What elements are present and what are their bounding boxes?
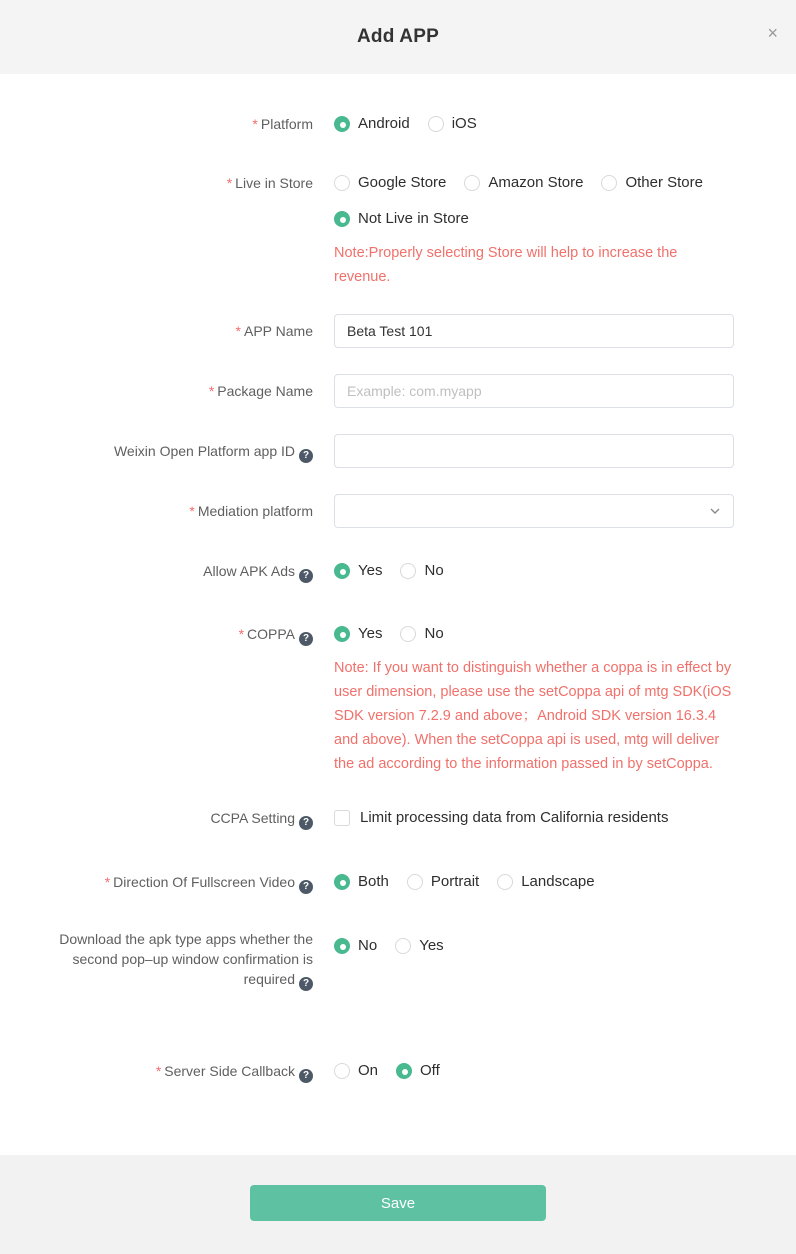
radio-icon	[497, 874, 513, 890]
platform-label	[40, 115, 313, 133]
radio-icon	[334, 938, 350, 954]
radio-icon	[407, 874, 423, 890]
radio-not-live-in-store[interactable]	[334, 210, 469, 228]
help-icon[interactable]: ?	[299, 449, 313, 463]
coppa-row	[40, 625, 734, 776]
radio-label: Other Store	[625, 174, 703, 191]
radio-icon	[395, 938, 411, 954]
radio-label: Yes	[358, 625, 383, 642]
ccpa-setting-row	[40, 809, 734, 831]
radio-apk-confirm-yes[interactable]	[395, 937, 443, 955]
mediation-platform-select[interactable]	[334, 494, 734, 528]
radio-direction-both[interactable]	[334, 873, 389, 891]
radio-amazon-store[interactable]	[464, 174, 583, 192]
live-in-store-label	[40, 174, 313, 192]
radio-icon	[334, 563, 350, 579]
close-icon[interactable]: ×	[767, 23, 778, 43]
required-asterisk: *	[189, 503, 195, 519]
help-icon[interactable]: ?	[299, 816, 313, 830]
platform-row	[40, 115, 734, 133]
radio-google-store[interactable]	[334, 174, 446, 192]
radio-coppa-yes[interactable]	[334, 625, 382, 643]
radio-label: Google Store	[358, 174, 447, 191]
ccpa-setting-label	[40, 809, 313, 830]
required-asterisk: *	[226, 175, 233, 191]
radio-label: Yes	[419, 937, 444, 954]
allow-apk-ads-label	[40, 562, 313, 583]
radio-icon	[400, 626, 416, 642]
allow-apk-ads-row	[40, 562, 734, 583]
required-asterisk: *	[252, 116, 258, 132]
package-name-label-text: Package Name	[217, 383, 313, 399]
radio-label: Not Live in Store	[358, 210, 469, 227]
checkbox-label: Limit processing data from California residents	[360, 809, 669, 826]
radio-icon	[334, 626, 350, 642]
radio-label: No	[358, 937, 378, 954]
radio-icon	[400, 563, 416, 579]
live-in-store-label-text: Live in Store	[235, 175, 313, 191]
chevron-down-icon	[709, 505, 721, 517]
package-name-input[interactable]	[334, 374, 734, 408]
app-name-label-text: APP Name	[244, 323, 313, 339]
save-button[interactable]: Save	[250, 1185, 546, 1221]
allow-apk-ads-label-text: Allow APK Ads	[203, 563, 295, 579]
required-asterisk: *	[155, 1063, 162, 1079]
server-callback-label-text: Server Side Callback	[164, 1063, 295, 1079]
radio-allow-apk-no[interactable]	[400, 562, 443, 580]
fullscreen-direction-label-text: Direction Of Fullscreen Video	[113, 874, 295, 890]
server-callback-label	[40, 1062, 313, 1083]
weixin-app-id-label-text: Weixin Open Platform app ID	[113, 443, 295, 459]
radio-direction-landscape[interactable]	[497, 873, 594, 891]
radio-label: Landscape	[521, 873, 595, 890]
coppa-label	[40, 625, 313, 646]
radio-icon	[428, 116, 444, 132]
radio-label: Amazon Store	[488, 174, 584, 191]
help-icon[interactable]: ?	[299, 569, 313, 583]
fullscreen-direction-row	[40, 873, 734, 894]
required-asterisk: *	[104, 874, 111, 890]
apk-confirm-row	[40, 929, 734, 991]
weixin-app-id-label	[40, 434, 313, 463]
dialog-body	[0, 74, 796, 1155]
radio-icon	[334, 175, 350, 191]
radio-icon	[334, 211, 350, 227]
radio-label: Both	[358, 873, 389, 890]
dialog-footer	[0, 1155, 796, 1254]
radio-label: iOS	[451, 115, 477, 132]
radio-allow-apk-yes[interactable]	[334, 562, 382, 580]
weixin-app-id-input[interactable]	[334, 434, 734, 468]
radio-other-store[interactable]	[601, 174, 703, 192]
radio-callback-off[interactable]	[396, 1062, 440, 1080]
radio-android[interactable]	[334, 115, 410, 133]
required-asterisk: *	[238, 626, 245, 642]
platform-label-text: Platform	[260, 116, 313, 132]
app-name-input[interactable]	[334, 314, 734, 348]
help-icon[interactable]: ?	[299, 880, 313, 894]
platform-options	[334, 115, 734, 133]
radio-ios[interactable]	[428, 115, 477, 133]
radio-coppa-no[interactable]	[400, 625, 443, 643]
app-name-row	[40, 314, 734, 348]
radio-callback-on[interactable]	[334, 1062, 378, 1080]
checkbox-icon	[334, 810, 350, 826]
radio-label: Portrait	[430, 873, 480, 890]
help-icon[interactable]: ?	[299, 1069, 313, 1083]
dialog-header	[0, 0, 796, 74]
radio-icon	[334, 116, 350, 132]
radio-direction-portrait[interactable]	[407, 873, 479, 891]
coppa-note: Note: If you want to distinguish whether a coppa is in effect by user dimension, please use the setCoppa api of mtg SDK(iOS SDK version 7.2.9 and above；Android SDK version 16.3.4 and above). When the setCoppa api is used, mtg will deliver the ad according to the information passed in by setCoppa.	[334, 660, 732, 772]
coppa-label-text: COPPA	[247, 626, 295, 642]
mediation-platform-label	[40, 494, 313, 520]
fullscreen-direction-label	[40, 873, 313, 894]
radio-label: On	[358, 1062, 379, 1079]
dialog-title: Add APP	[357, 26, 439, 47]
app-name-label	[40, 314, 313, 340]
weixin-app-id-row	[40, 434, 734, 468]
mediation-platform-label-text: Mediation platform	[197, 503, 313, 519]
radio-label: Off	[420, 1062, 440, 1079]
live-in-store-row	[40, 174, 734, 289]
radio-label: Yes	[358, 562, 383, 579]
radio-icon	[464, 175, 480, 191]
required-asterisk: *	[235, 323, 241, 339]
required-asterisk: *	[208, 383, 215, 399]
apk-confirm-label	[40, 929, 313, 991]
store-note: Note:Properly selecting Store will help to increase the revenue.	[334, 245, 678, 285]
help-icon[interactable]: ?	[299, 977, 313, 991]
radio-icon	[334, 874, 350, 890]
radio-label: No	[424, 625, 444, 642]
package-name-label	[40, 374, 313, 400]
radio-apk-confirm-no[interactable]	[334, 937, 377, 955]
ccpa-checkbox[interactable]	[334, 809, 668, 827]
radio-icon	[396, 1063, 412, 1079]
radio-icon	[334, 1063, 350, 1079]
live-in-store-options	[334, 174, 734, 289]
radio-label: No	[424, 562, 444, 579]
apk-confirm-label-text: Download the apk type apps whether the second pop–up window confirmation is required	[59, 931, 313, 987]
package-name-row	[40, 374, 734, 408]
help-icon[interactable]: ?	[299, 632, 313, 646]
radio-label: Android	[358, 115, 410, 132]
radio-icon	[601, 175, 617, 191]
ccpa-setting-label-text: CCPA Setting	[210, 810, 295, 826]
mediation-platform-row	[40, 494, 734, 528]
server-callback-row	[40, 1062, 734, 1083]
